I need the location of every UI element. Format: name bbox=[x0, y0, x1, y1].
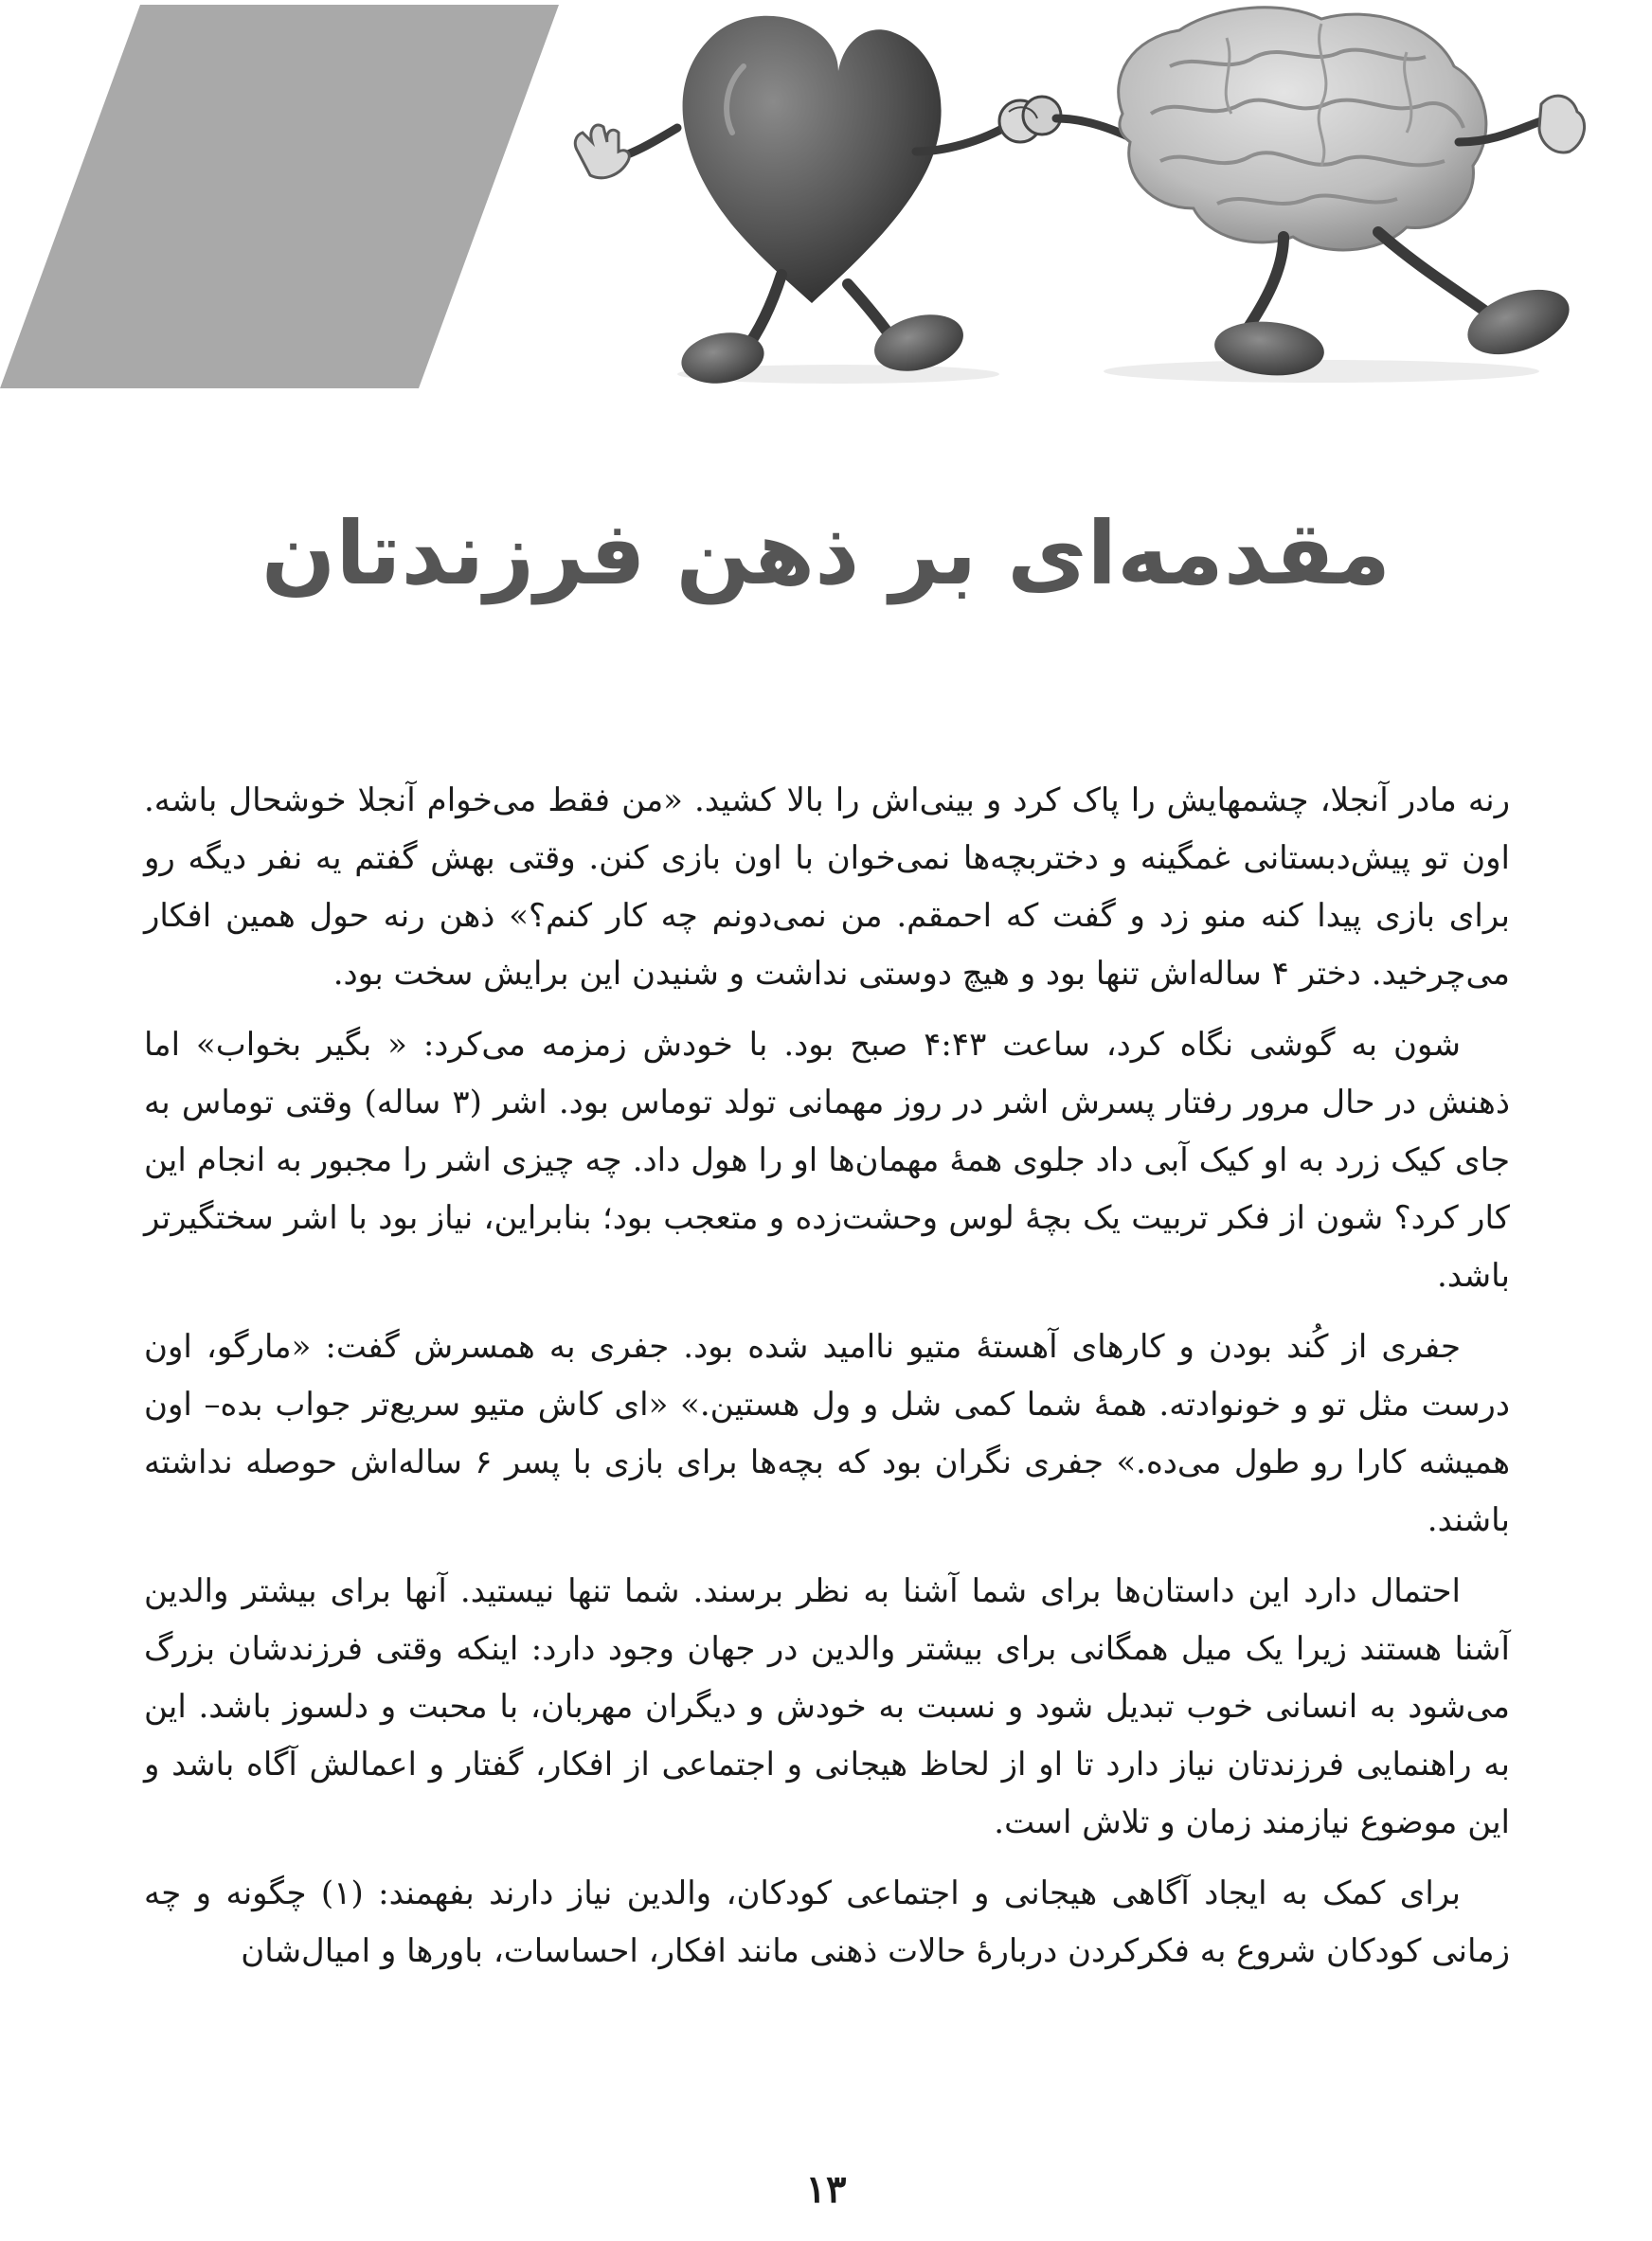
paragraph: جفری از کُند بودن و کارهای آهستهٔ متیو ناامید شده بود. جفری به همسرش گفت: «مارگو، اون درست مثل تو و خونوادته. همهٔ شما کمی شل و ول هستین.» «ای کاش متیو سریع‌تر جواب بده– اون همیشه کارا رو طول می‌ده.» جفری نگران بود که بچه‌ها برای بازی با پسر ۶ ساله‌اش حوصله نداشته باشند. bbox=[144, 1328, 1510, 1539]
heart-left-hand bbox=[575, 125, 629, 178]
paragraph: برای کمک به ایجاد آگاهی هیجانی و اجتماعی کودکان، والدین نیاز دارند بفهمند: (۱) چگونه و چه زمانی کودکان شروع به فکرکردن دربارهٔ حالات ذهنی مانند افکار، احساسات، باورها و امیال‌شان bbox=[144, 1874, 1510, 1970]
page-number: ۱۳ bbox=[805, 2167, 847, 2212]
brain-character bbox=[1056, 8, 1585, 380]
ground-shadows bbox=[677, 360, 1539, 384]
heart-brain-illustration bbox=[564, 0, 1615, 388]
paragraph: احتمال دارد این داستان‌ها برای شما آشنا به نظر برسند. شما تنها نیستید. آنها برای بیشتر والدین آشنا هستند زیرا یک میل همگانی برای بیشتر والدین در جهان وجود دارد: اینکه وقتی فرزندشان بزرگ می‌شود به انسانی خوب تبدیل شود و نسبت به خودش و دیگران مهربان، با محبت و دلسوز باشد. این به راهنمایی فرزندتان نیاز دارد تا او از لحاظ هیجانی و اجتماعی از افکار، گفتار و اعمالش آگاه باشد و این موضوع نیازمند زمان و تلاش است. bbox=[144, 1572, 1510, 1841]
body-text bbox=[144, 772, 1510, 1994]
chapter-title: مقدمه‌ای بر ذهن فرزندتان bbox=[260, 503, 1392, 604]
paragraph: شون به گوشی نگاه کرد، ساعت ۴:۴۳ صبح بود. با خودش زمزمه می‌کرد: « بگیر بخواب» اما ذهنش در حال مرور رفتار پسرش اشر در روز مهمانی تولد توماس بود. اشر (۳ ساله) وقتی توماس به جای کیک زرد به او کیک آبی داد جلوی همهٔ مهمان‌ها او را هول داد. چه چیزی اشر را مجبور به انجام این کار کرد؟ شون از فکر تربیت یک بچهٔ لوس وحشت‌زده و متعجب بود؛ بنابراین، نیاز بود با اشر سختگیرتر باشد. bbox=[144, 1026, 1510, 1295]
heart-character bbox=[575, 16, 1009, 388]
paragraph: رنه مادر آنجلا، چشمهایش را پاک کرد و بینی‌اش را بالا کشید. «من فقط می‌خوام آنجلا خوشحال باشه. اون تو پیش‌دبستانی غمگینه و دختربچه‌ها نمی‌خوان با اون بازی کنن. وقتی بهش گفتم یه نفر دیگه رو برای بازی پیدا کنه منو زد و گفت که احمقم. من نمی‌دونم چه کار کنم؟» ذهن رنه حول همین افکار می‌چرخید. دختر ۴ ساله‌اش تنها بود و هیچ دوستی نداشت و شنیدن این برایش سخت بود. bbox=[144, 781, 1510, 993]
clasped-hands bbox=[999, 97, 1061, 142]
header-banner-shape bbox=[0, 0, 568, 388]
brain-right-hand bbox=[1539, 96, 1585, 152]
